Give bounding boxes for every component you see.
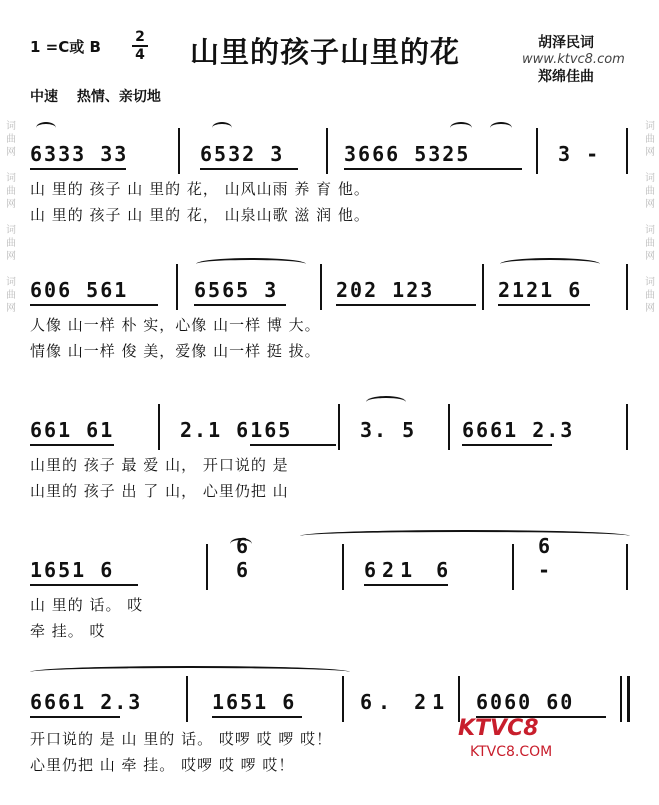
tie-mark	[30, 666, 350, 678]
side-watermark-char: 网	[645, 147, 655, 158]
side-watermark-gap	[6, 211, 16, 224]
barline	[512, 544, 514, 590]
measure: 6060 60	[476, 690, 575, 714]
beam	[344, 168, 522, 170]
beam	[30, 444, 114, 446]
fermata-mark	[490, 122, 512, 134]
measure: 202 123	[336, 278, 435, 302]
tempo-marking	[30, 86, 175, 106]
side-watermark-char: 网	[645, 199, 655, 210]
measure: 6 -	[538, 534, 571, 582]
lyric-verse-2: 心里仍把 山 牵 挂。 哎啰 哎 啰 哎！	[30, 756, 295, 774]
barline	[626, 404, 628, 450]
side-watermark-gap	[6, 263, 16, 276]
barline	[342, 676, 344, 722]
lyricist-credit: 胡泽民词	[538, 35, 594, 51]
measure: 6333 33	[30, 142, 129, 166]
left-side-watermark	[6, 120, 16, 328]
fermata-mark	[212, 122, 232, 134]
side-watermark-gap	[645, 315, 655, 328]
side-watermark-gap	[645, 159, 655, 172]
side-watermark-char: 词	[645, 121, 655, 132]
measure: 3. 5	[360, 418, 417, 442]
right-side-watermark	[645, 120, 655, 328]
slur-mark	[500, 258, 600, 270]
side-watermark-char: 词	[645, 173, 655, 184]
beam	[30, 716, 120, 718]
brand-watermark: KTVC8	[458, 716, 539, 741]
lyric-verse-2: 情像 山一样 俊 美，爱像 山一样 挺 拔。	[30, 342, 321, 360]
side-watermark-char: 曲	[6, 290, 16, 301]
side-watermark-char: 曲	[645, 238, 655, 249]
measure: 2.1 6165	[180, 418, 293, 442]
expression-text: 热情、亲切地	[76, 89, 161, 105]
side-watermark-text	[645, 120, 655, 328]
beam	[30, 304, 158, 306]
side-watermark-char: 网	[6, 251, 16, 262]
measure: 6 6	[236, 534, 279, 582]
barline	[178, 128, 180, 174]
measure: 1651 6	[212, 690, 297, 714]
barline	[176, 264, 178, 310]
measure: 606 561	[30, 278, 129, 302]
barline	[320, 264, 322, 310]
measure: 661 61	[30, 418, 115, 442]
brand-watermark-sub: KTVC8.COM	[470, 744, 553, 760]
composer-credit: 郑绵佳曲	[538, 69, 594, 85]
meter-bottom: 4	[135, 47, 145, 63]
beam	[336, 304, 476, 306]
barline	[448, 404, 450, 450]
side-watermark-char: 网	[6, 303, 16, 314]
side-watermark-gap	[645, 263, 655, 276]
beam	[30, 168, 126, 170]
lyric-verse-1: 开口说的 是 山 里的 话。 哎啰 哎 啰 哎！	[30, 730, 333, 748]
measure: 6661 2.3	[30, 690, 143, 714]
measure: 6661 2.3	[462, 418, 575, 442]
barline	[536, 128, 538, 174]
side-watermark-char: 词	[6, 225, 16, 236]
side-watermark-char: 曲	[6, 134, 16, 145]
lyric-verse-1: 山 里的 孩子 山 里的 花， 山风山雨 养 育 他。	[30, 180, 370, 198]
side-watermark-char: 网	[6, 199, 16, 210]
measure: 3 -	[558, 142, 601, 166]
side-watermark-char: 词	[6, 121, 16, 132]
side-watermark-char: 曲	[645, 290, 655, 301]
lyric-verse-2: 山里的 孩子 出 了 山， 心里仍把 山	[30, 482, 289, 500]
side-watermark-gap	[6, 159, 16, 172]
barline	[626, 264, 628, 310]
lyric-verse-1: 山里的 孩子 最 爱 山， 开口说的 是	[30, 456, 289, 474]
beam	[364, 584, 448, 586]
tempo-text: 中速	[30, 89, 58, 105]
side-watermark-text	[6, 120, 16, 328]
beam	[498, 304, 590, 306]
key-signature: 1 =C或 B	[30, 38, 101, 56]
lyric-verse-2: 牵 挂。 哎	[30, 622, 106, 640]
beam	[30, 584, 138, 586]
side-watermark-gap	[645, 211, 655, 224]
beam	[200, 168, 298, 170]
time-signature	[132, 30, 148, 62]
measure: 3666 5325	[344, 142, 471, 166]
side-watermark-char: 词	[6, 173, 16, 184]
side-watermark-char: 词	[6, 277, 16, 288]
barline	[186, 676, 188, 722]
measure: 1651 6	[30, 558, 115, 582]
barline	[326, 128, 328, 174]
side-watermark-char: 网	[6, 147, 16, 158]
fermata-mark	[450, 122, 472, 134]
slur-mark	[196, 258, 306, 270]
side-watermark-char: 曲	[6, 238, 16, 249]
measure: 6. 21	[360, 690, 451, 714]
side-watermark-char: 网	[645, 251, 655, 262]
lyric-verse-2: 山 里的 孩子 山 里的 花， 山泉山歌 滋 润 他。	[30, 206, 370, 224]
site-url: www.ktvc8.com	[522, 52, 625, 67]
final-barline	[620, 676, 630, 722]
barline	[206, 544, 208, 590]
beam	[212, 716, 302, 718]
measure: 6565 3	[194, 278, 279, 302]
measure: 6532 3	[200, 142, 285, 166]
side-watermark-gap	[6, 315, 16, 328]
beam	[250, 444, 336, 446]
beam	[194, 304, 286, 306]
side-watermark-char: 曲	[645, 186, 655, 197]
side-watermark-char: 曲	[6, 186, 16, 197]
measure: 2121 6	[498, 278, 583, 302]
meter-top: 2	[135, 29, 145, 45]
barline	[158, 404, 160, 450]
barline	[626, 128, 628, 174]
lyric-verse-1: 山 里的 话。 哎	[30, 596, 144, 614]
fermata-mark	[36, 122, 56, 134]
barline	[338, 404, 340, 450]
barline	[626, 544, 628, 590]
barline	[342, 544, 344, 590]
slur-mark	[366, 396, 406, 408]
beam	[462, 444, 552, 446]
barline	[482, 264, 484, 310]
side-watermark-char: 网	[645, 303, 655, 314]
side-watermark-char: 曲	[645, 134, 655, 145]
side-watermark-char: 词	[645, 225, 655, 236]
song-title: 山里的孩子山里的花	[190, 35, 461, 69]
measure: 621 6	[364, 558, 455, 582]
lyric-verse-1: 人像 山一样 朴 实，心像 山一样 博 大。	[30, 316, 321, 334]
side-watermark-char: 词	[645, 277, 655, 288]
